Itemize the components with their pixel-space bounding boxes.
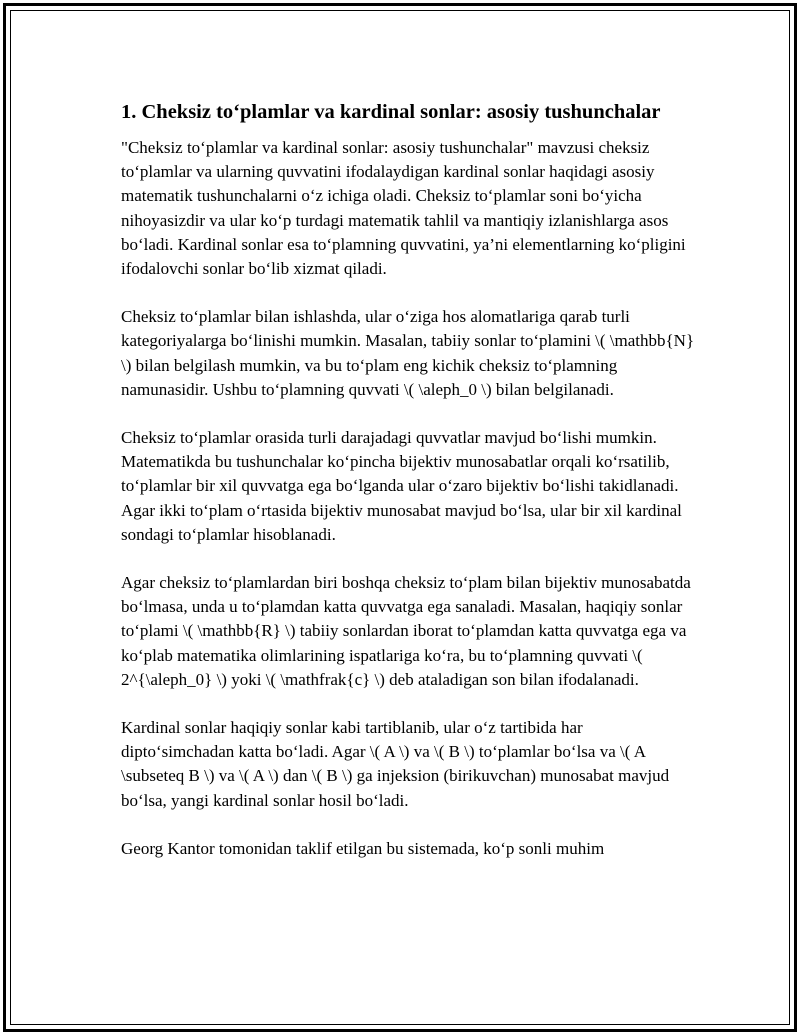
section-heading: 1. Cheksiz to‘plamlar va kardinal sonlar: asosiy tushunchalar (121, 101, 661, 123)
paragraph-real-numbers: Agar cheksiz to‘plamlardan biri boshqa cheksiz to‘plam bilan bijektiv munosabatda bo‘lmasa, unda u to‘plamdan katta quvvatga ega sanaladi. Masalan, haqiqiy sonlar to‘plami \( \mathbb{R} \) tabiiy sonlardan iborat to‘plamdan katta quvvatga ega va ko‘plab matematika olimlarining ispatlariga ko‘ra, bu to‘plamning quvvati \( 2^{\aleph_0} \) yoki \( \mathfrak{c} \) deb ataladigan son bilan ifodalanadi. (121, 573, 691, 689)
paragraph-cardinalities: Cheksiz to‘plamlar orasida turli darajadagi quvvatlar mavjud bo‘lishi mumkin. Matematikda bu tushunchalar ko‘pincha bijektiv munosabatlar orqali ko‘rsatilib, to‘plamlar bir xil quvvatga ega bo‘lganda ular o‘zaro bijektiv bo‘lishi takidlanadi. Agar ikki to‘plam o‘rtasida bijektiv munosabat mavjud bo‘lsa, ular bir xil kardinal sondagi to‘plamlar hisoblanadi. (121, 428, 682, 544)
paragraph-categories: Cheksiz to‘plamlar bilan ishlashda, ular o‘ziga hos alomatlariga qarab turli kategoriyalarga bo‘linishi mumkin. Masalan, tabiiy sonlar to‘plamini \( \mathbb{N} \) bilan belgilash mumkin, va bu to‘plam eng kichik cheksiz to‘plamning namunasidir. Ushbu to‘plamning quvvati \( \aleph_0 \) bilan belgilanadi. (121, 307, 695, 399)
page-frame (3, 3, 797, 1032)
paragraph-ordering: Kardinal sonlar haqiqiy sonlar kabi tartiblanib, ular o‘z tartibida har dipto‘simchadan katta bo‘ladi. Agar \( A \) va \( B \) to‘plamlar bo‘lsa va \( A \subseteq B \) va \( A \) dan \( B \) ga injeksion (birikuvchan) munosabat mavjud bo‘lsa, yangi kardinal sonlar hosil bo‘ladi. (121, 718, 670, 810)
paragraph-intro: "Cheksiz to‘plamlar va kardinal sonlar: asosiy tushunchalar" mavzusi cheksiz to‘plamlar va ularning quvvatini ifodalaydigan kardinal sonlar haqidagi asosiy matematik tushunchalarni o‘z ichiga oladi. Cheksiz to‘plamlar soni bo‘yicha nihoyasizdir va ular ko‘p turdagi matematik tahlil va mantiqiy izlanishlarga asos bo‘ladi. Kardinal sonlar esa to‘plamning quvvatini, ya’ni elementlarning ko‘pligini ifodalovchi sonlar bo‘lib xizmat qiladi. (121, 138, 686, 279)
paragraph-cantor: Georg Kantor tomonidan taklif etilgan bu sistemada, ko‘p sonli muhim (121, 838, 605, 858)
document-content (121, 98, 696, 885)
